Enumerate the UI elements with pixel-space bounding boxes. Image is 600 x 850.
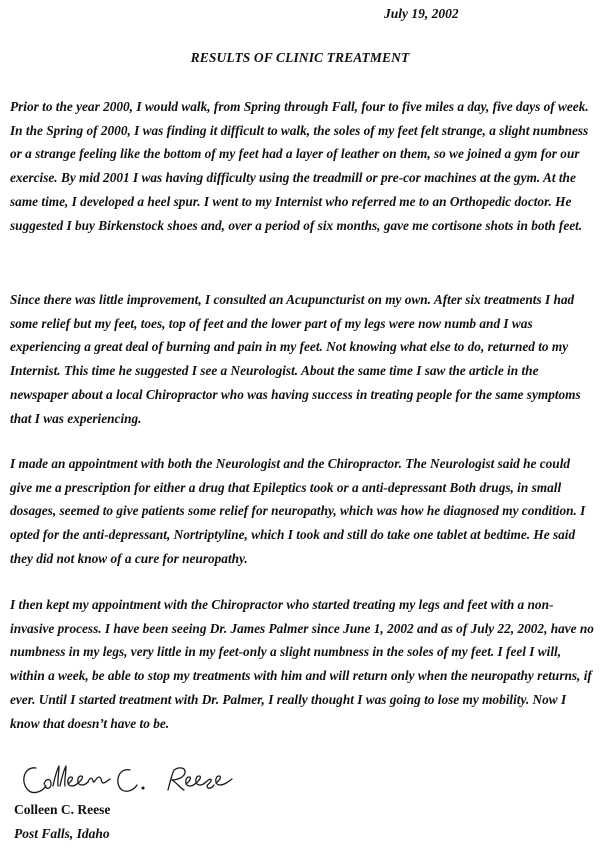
paragraph-2: Since there was little improvement, I consulted an Acupuncturist on my own. After six treatments I had some relief but my feet, toes, top of feet and the lower part of my legs were now numb and I was experiencing a great deal of burning and pain in my feet. Not knowing what else to do, returned to my Internist. This time he suggested I see a Neurologist. About the same time I saw the article in the newspaper about a local Chiropractor who was having success in treating people for the same symptoms that I was experiencing. [10,292,581,426]
signature-scribble [18,760,248,800]
paragraph-4: I then kept my appointment with the Chiropractor who started treating my legs and feet with a non-invasive process. I have been seeing Dr. James Palmer since June 1, 2002 and as of July 22, 2002, have no numbness in my legs, very little in my feet-only a slight numbness in the soles of my feet. I feel I will, within a week, be able to stop my treatments with him and will return only when the neuropathy returns, if ever. Until I started treatment with Dr. Palmer, I really thought I was going to lose my mobility. Now I know that doesn’t have to be. [10,597,594,731]
paragraph-1: Prior to the year 2000, I would walk, from Spring through Fall, four to five miles a day, five days of week. In the Spring of 2000, I was finding it difficult to walk, the soles of my feet felt strange, a slight numbness or a strange feeling like the bottom of my feet had a layer of leather on them, so we joined a gym for our exercise. By mid 2001 I was having difficulty using the treadmill or pre-cor machines at the gym. At the same time, I developed a heel spur. I went to my Internist who referred me to an Orthopedic doctor. He suggested I buy Birkenstock shoes and, over a period of six months, gave me cortisone shots in both feet. [10,99,589,233]
paragraph-3: I made an appointment with both the Neurologist and the Chiropractor. The Neurologist said he could give me a prescription for either a drug that Epileptics took or a anti-depressant Both drugs, in small dosages, seemed to give patients some relief for neuropathy, which was how he diagnosed my condition. I opted for the anti-depressant, Nortriptyline, which I took and still do take one tablet at bedtime. He said they did not know of a cure for neuropathy. [10,456,586,566]
letter-date: July 19, 2002 [384,6,459,21]
letter-title: RESULTS OF CLINIC TREATMENT [190,50,410,65]
signature-place: Post Falls, Idaho [14,826,110,841]
signature-name: Colleen C. Reese [14,802,111,817]
handwritten-signature [18,760,248,800]
